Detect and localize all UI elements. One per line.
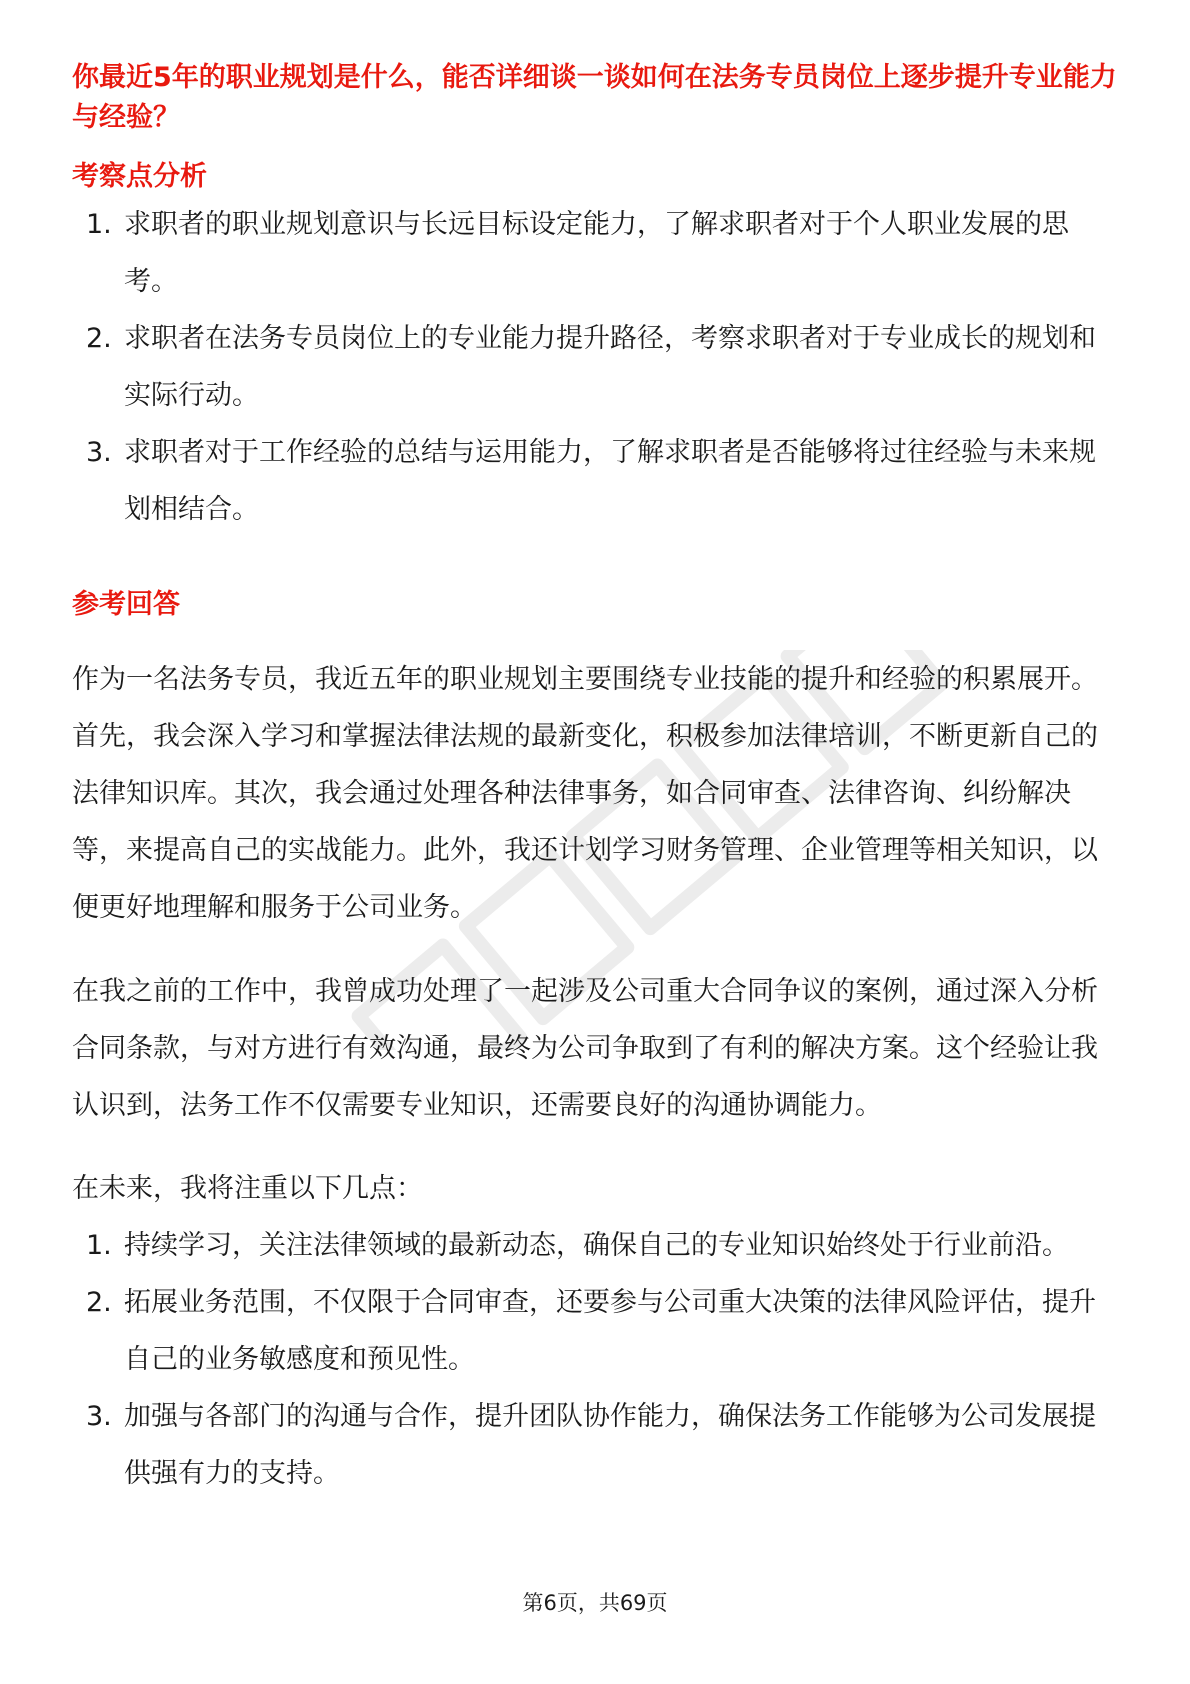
list-item-text: 求职者的职业规划意识与长远目标设定能力，了解求职者对于个人职业发展的思考。: [124, 209, 1069, 297]
document-page: [72, 58, 1118, 1502]
list-item: [72, 310, 1118, 424]
analysis-heading: 考察点分析: [72, 161, 207, 192]
page-footer: 第6页，共69页: [522, 1591, 668, 1615]
list-item-text: 求职者在法务专员岗位上的专业能力提升路径，考察求职者对于专业成长的规划和实际行动。: [124, 323, 1096, 411]
question-title: 你最近5年的职业规划是什么，能否详细谈一谈如何在法务专员岗位上逐步提升专业能力与经验？: [72, 62, 1117, 133]
list-item: [72, 1388, 1118, 1502]
list-item: [72, 1274, 1118, 1388]
list-item-number: 1.: [86, 1230, 112, 1261]
list-item: [72, 196, 1118, 310]
list-item: [72, 424, 1118, 538]
list-item-text: 加强与各部门的沟通与合作，提升团队协作能力，确保法务工作能够为公司发展提供强有力的支持。: [124, 1401, 1096, 1489]
answer-paragraph: 在未来，我将注重以下几点：: [72, 1173, 423, 1204]
list-item-number: 2.: [86, 323, 112, 354]
list-item-number: 3.: [86, 1401, 112, 1432]
list-item-number: 1.: [86, 209, 112, 240]
list-item-text: 持续学习，关注法律领域的最新动态，确保自己的专业知识始终处于行业前沿。: [124, 1230, 1069, 1261]
list-item-number: 3.: [86, 437, 112, 468]
list-item-text: 拓展业务范围，不仅限于合同审查，还要参与公司重大决策的法律风险评估，提升自己的业务敏感度和预见性。: [124, 1287, 1096, 1375]
answer-paragraph: 在我之前的工作中，我曾成功处理了一起涉及公司重大合同争议的案例，通过深入分析合同条款，与对方进行有效沟通，最终为公司争取到了有利的解决方案。这个经验让我认识到，法务工作不仅需要专业知识，还需要良好的沟通协调能力。: [72, 976, 1098, 1121]
list-item-text: 求职者对于工作经验的总结与运用能力，了解求职者是否能够将过往经验与未来规划相结合。: [124, 437, 1096, 525]
answer-heading: 参考回答: [72, 589, 180, 620]
list-item-number: 2.: [86, 1287, 112, 1318]
answer-paragraph: 作为一名法务专员，我近五年的职业规划主要围绕专业技能的提升和经验的积累展开。首先，我会深入学习和掌握法律法规的最新变化，积极参加法律培训，不断更新自己的法律知识库。其次，我会通过处理各种法律事务，如合同审查、法律咨询、纠纷解决等，来提高自己的实战能力。此外，我还计划学习财务管理、企业管理等相关知识，以便更好地理解和服务于公司业务。: [72, 664, 1098, 923]
analysis-list: [72, 196, 1118, 538]
future-plan-list: [72, 1217, 1118, 1502]
list-item: [72, 1217, 1118, 1274]
